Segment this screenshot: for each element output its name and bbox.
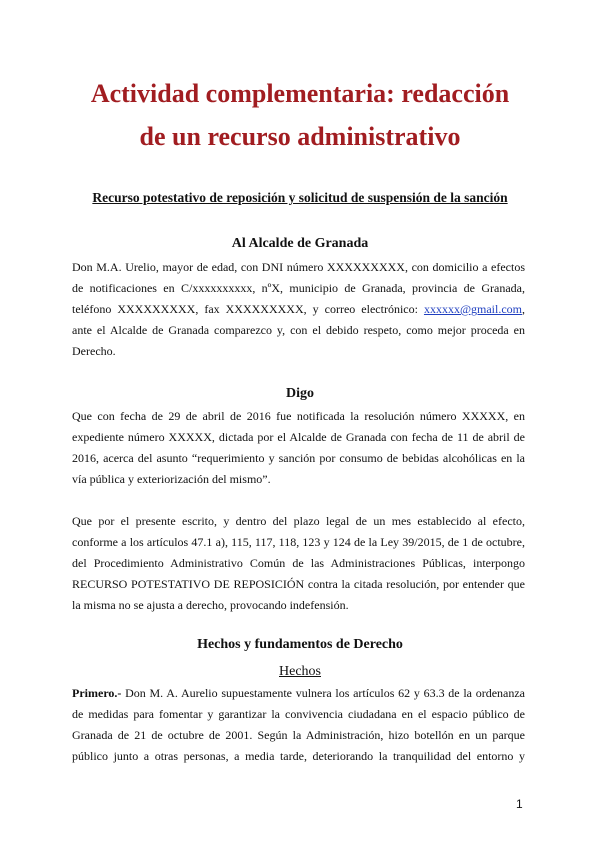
digo1-line-4: vía pública y exteriorización del mismo”. bbox=[72, 472, 271, 486]
paragraph-intro bbox=[72, 257, 525, 362]
email-link[interactable]: xxxxxx@gmail.com bbox=[423, 302, 522, 316]
primero-lead: Primero.- bbox=[72, 686, 122, 700]
digo1-line-3: 2016, acerca del asunto “requerimiento y sanción por consumo de bebidas alcohólicas en la bbox=[72, 451, 525, 465]
heading-alcalde: Al Alcalde de Granada bbox=[231, 236, 369, 251]
subheading-hechos: Hechos bbox=[279, 664, 321, 679]
paragraph-digo-1 bbox=[72, 406, 525, 490]
intro-line-2: de notificaciones en C/xxxxxxxxxx, nºX, municipio de Granada, provincia de Granada, bbox=[72, 281, 525, 295]
heading-hechos-fundamentos: Hechos y fundamentos de Derecho bbox=[197, 637, 403, 652]
heading-digo: Digo bbox=[286, 386, 314, 401]
intro-line-5: Derecho. bbox=[72, 344, 116, 358]
digo1-line-1: Que con fecha de 29 de abril de 2016 fue notificada la resolución número XXXXX, en bbox=[72, 409, 525, 423]
primero-line-2: de medidas para fomentar y garantizar la convivencia ciudadana en el espacio público de bbox=[72, 707, 525, 721]
paragraph-primero bbox=[72, 683, 525, 767]
digo2-line-4: RECURSO POTESTATIVO DE REPOSICIÓN contra la citada resolución, por entender que bbox=[72, 577, 525, 591]
primero-line-3: Granada de 21 de octubre de 2001. Según la Administración, hizo botellón en un parque bbox=[72, 728, 525, 742]
intro-line-3-end: , bbox=[522, 302, 525, 316]
primero-line-4: público junto a otras personas, a media tarde, deteriorando la tranquilidad del entorno y bbox=[72, 749, 525, 763]
primero-line-1-text: Don M. A. Aurelio supuestamente vulnera los artículos 62 y 63.3 de la ordenanza bbox=[121, 686, 525, 700]
digo2-line-5: la misma no se ajusta a derecho, provocando indefensión. bbox=[72, 598, 349, 612]
intro-line-3-text: teléfono XXXXXXXXX, fax XXXXXXXXX, y correo electrónico: bbox=[72, 302, 424, 316]
digo1-line-2: expediente número XXXXX, dictada por el Alcalde de Granada con fecha de 11 de abril de bbox=[72, 430, 525, 444]
primero-line-1 bbox=[72, 683, 525, 704]
digo2-line-2: conforme a los artículos 47.1 a), 115, 117, 118, 123 y 124 de la Ley 39/2015, de 1 de octubre, bbox=[72, 535, 525, 549]
title-line-1: Actividad complementaria: redacción bbox=[90, 79, 510, 108]
intro-line-4: ante el Alcalde de Granada comparezco y, con el debido respeto, como mejor proceda en bbox=[72, 323, 525, 337]
page-number: 1 bbox=[516, 797, 523, 811]
title-line-2: de un recurso administrativo bbox=[139, 122, 461, 151]
document-title bbox=[40, 72, 560, 158]
digo2-line-1: Que por el presente escrito, y dentro del plazo legal de un mes establecido al efecto, bbox=[72, 514, 525, 528]
intro-line-3 bbox=[72, 299, 525, 320]
intro-line-1: Don M.A. Urelio, mayor de edad, con DNI número XXXXXXXXX, con domicilio a efectos bbox=[72, 260, 525, 274]
digo2-line-3: del Procedimiento Administrativo Común de las Administraciones Públicas, interpongo bbox=[72, 556, 525, 570]
document-subtitle: Recurso potestativo de reposición y solicitud de suspensión de la sanción bbox=[92, 190, 508, 205]
paragraph-digo-2 bbox=[72, 511, 525, 616]
